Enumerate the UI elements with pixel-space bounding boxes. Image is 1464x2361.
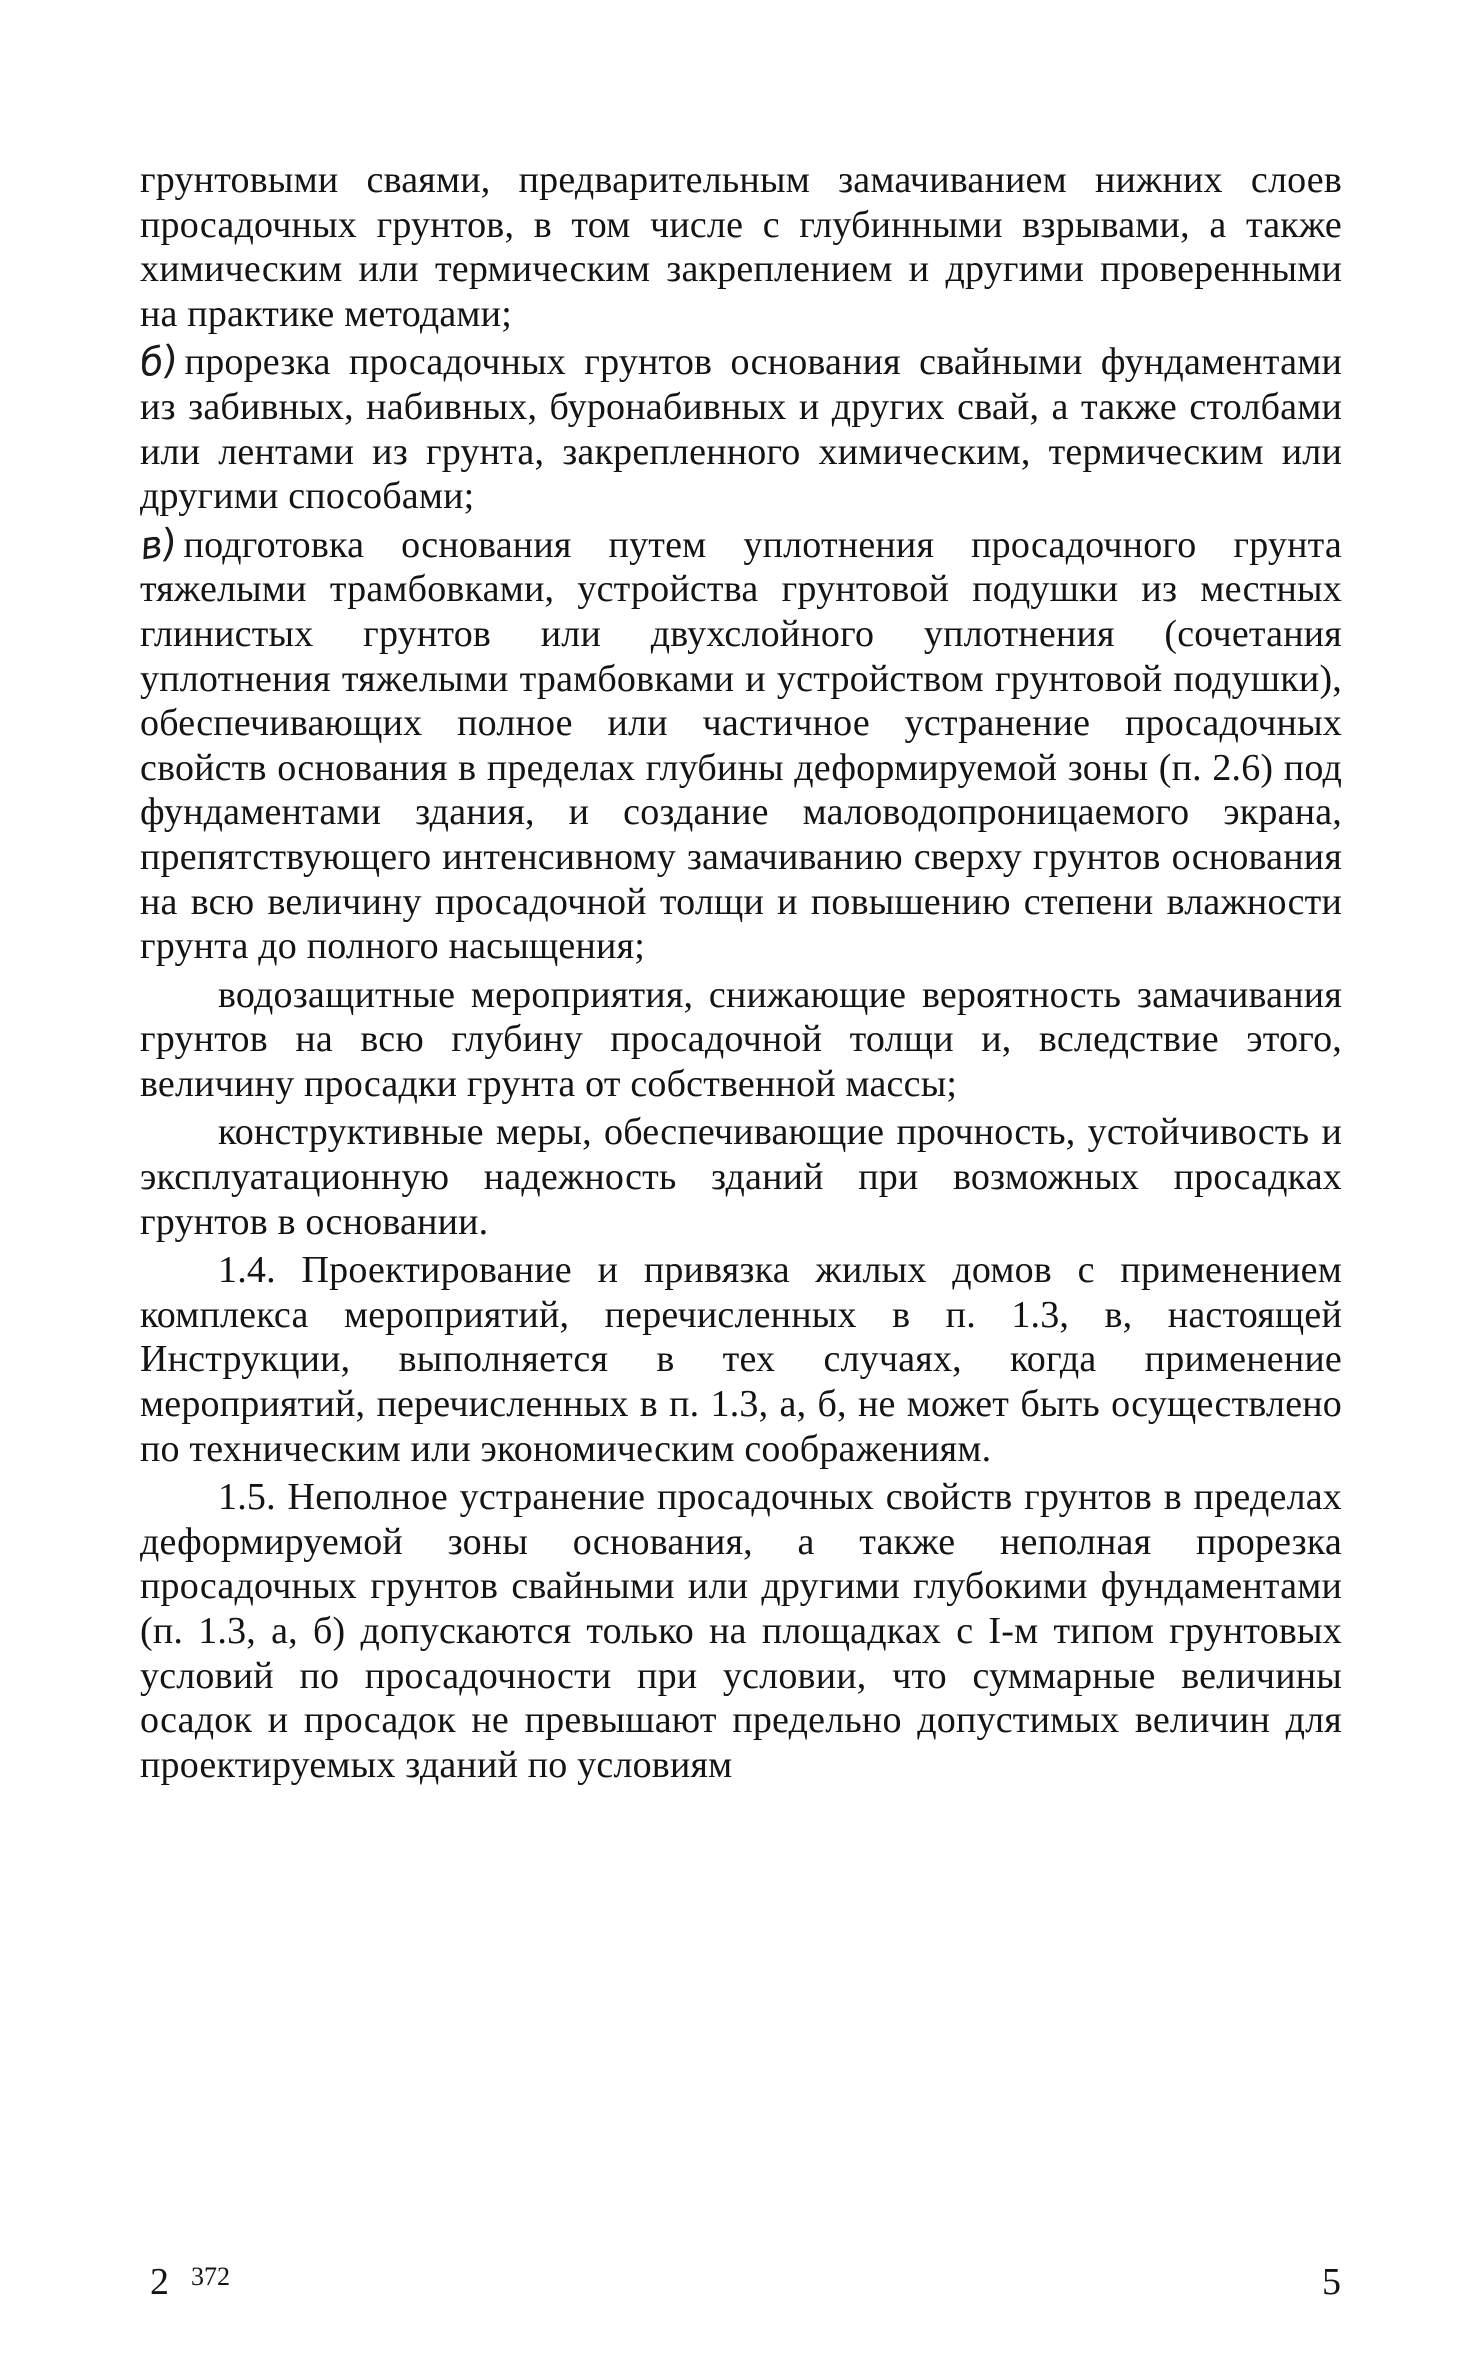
paragraph-text: 1.5. Неполное устранение просадочных свойств грунтов в пределах деформируемой зоны основания, а также неполная прорезка просадочных грунтов свайными или другими глубокими фундаментами (п. 1.3, а, б) допускаются только на площадках с I-м типом грунтовых условий по просадочности при условии, что суммарные величины осадок и просадок не превышают предельно допустимых величин для проектируемых зданий по условиям <box>140 1476 1342 1786</box>
paragraph-text: грунтовыми сваями, предварительным замачиванием нижних слоев просадочных грунтов, в том числе с глубинными взрывами, а также химическим или термическим закреплением и другими проверенными на практике методами; <box>140 159 1342 335</box>
paragraph-item-v <box>137 519 1342 969</box>
signature-number: 2 <box>150 2261 169 2303</box>
paragraph-text: конструктивные меры, обеспечивающие прочность, устойчивость и эксплуатационную надежность зданий при возможных просадках грунтов в основании. <box>140 1111 1342 1243</box>
paragraph-text: подготовка основания путем уплотнения просадочного грунта тяжелыми трамбовками, устройства грунтовой подушки из местных глинистых грунтов или двухслойного уплотнения (сочетания уплотнения тяжелыми трамбовками и устройством грунтовой подушки), обеспечивающих полное или частичное устранение просадочных свойств основания в пределах глубины деформируемой зоны (п. 2.6) под фундаментами здания, и создание маловодопроницаемого экрана, препятствующего интенсивному замачиванию сверху грунтов основания на всю величину просадочной толщи и повышению степени влажности грунта до полного насыщения; <box>140 523 1342 968</box>
paragraph-text: 1.4. Проектирование и привязка жилых домов с применением комплекса мероприятий, перечисленных в п. 1.3, в, настоящей Инструкции, выполняется в тех случаях, когда применение мероприятий, перечисленных в п. 1.3, а, б, не может быть осуществлено по техническим или экономическим соображениям. <box>140 1249 1342 1470</box>
paragraph-section-1-5 <box>140 1475 1342 1787</box>
paragraph-waterproofing <box>140 973 1342 1107</box>
paragraph-structural-measures <box>140 1110 1342 1244</box>
page-number: 5 <box>1322 2261 1341 2303</box>
paragraph-item-b <box>137 336 1342 518</box>
handwritten-mark-b: б) <box>137 336 182 386</box>
document-body <box>137 158 1342 1791</box>
paragraph-section-1-4 <box>140 1248 1342 1471</box>
paragraph-continuation <box>140 158 1342 336</box>
paragraph-text: водозащитные мероприятия, снижающие вероятность замачивания грунтов на всю глубину просадочной толщи и, вследствие этого, величину просадки грунта от собственной массы; <box>140 973 1342 1105</box>
paragraph-text: прорезка просадочных грунтов основания свайными фундаментами из забивных, набивных, буронабивных и других свай, а также столбами или лентами из грунта, закрепленного химическим, термическим или другими способами; <box>140 341 1342 518</box>
footer-signature <box>150 2260 230 2304</box>
handwritten-mark-v: в) <box>137 519 181 569</box>
print-code: 372 <box>191 2262 230 2291</box>
